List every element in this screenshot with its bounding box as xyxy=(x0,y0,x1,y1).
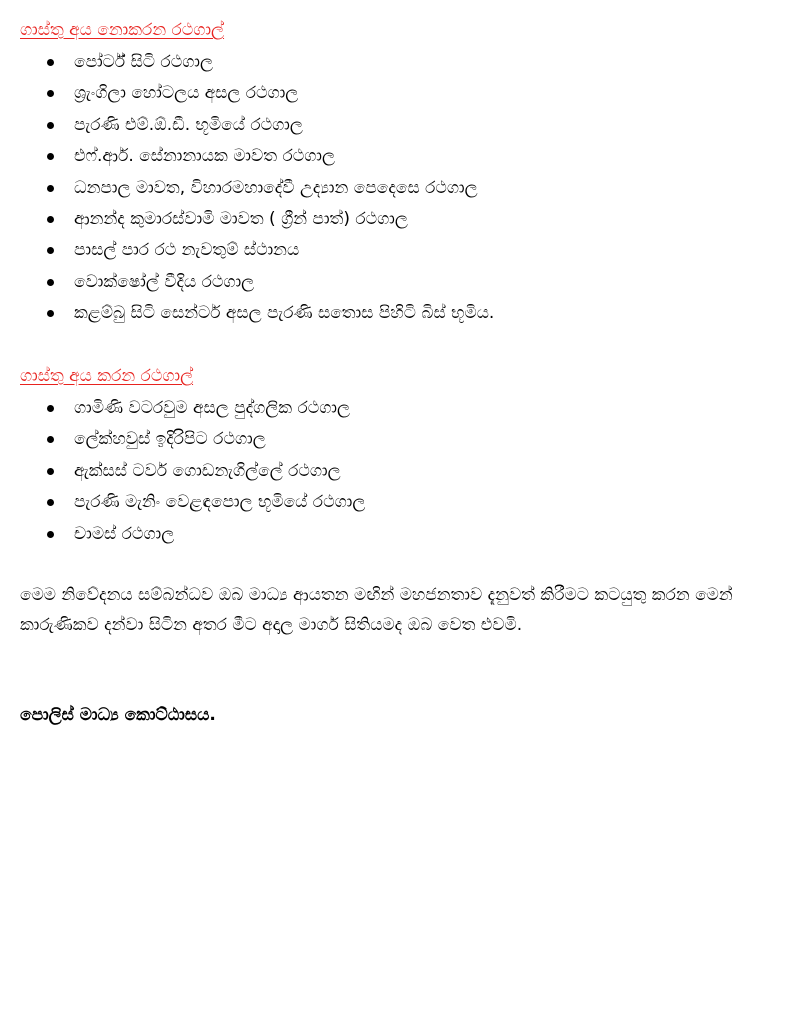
bullet-icon xyxy=(47,279,54,286)
list-item xyxy=(0,424,365,455)
list-item-text: පාසල් පාර රථ නැවතුම් ස්ථානය xyxy=(74,240,300,261)
list-item-text: ධනපාල මාවත, විහාරමහාදේවී උද්‍යාන පෙදෙසෙ රථගාල xyxy=(74,177,478,198)
list-item-text: පෝර්ට් සිටි රථගාල xyxy=(74,52,213,72)
list-item-text: එෆ්.ආර්. සේනානායක මාවත රථගාල xyxy=(74,146,335,167)
bullet-icon xyxy=(47,153,54,160)
heading-no-fee-car-parks: ගාස්තු අය නොකරන රථගාල් xyxy=(20,20,225,40)
bullet-icon xyxy=(47,310,54,317)
list-item-text: පැරණි එම්.ඕ.ඩී. භූමියේ රථගාල xyxy=(74,114,303,135)
bullet-icon xyxy=(47,59,54,66)
bullet-icon xyxy=(47,531,54,538)
list-item xyxy=(0,78,494,109)
list-item xyxy=(0,47,494,78)
list-item xyxy=(0,393,365,424)
list-item-text: කළම්බු සිටි සෙන්ටර් අසල පැරණි සතොස පිහිටි බිස් භූමිය. xyxy=(74,303,495,324)
list-item-text: වොක්ෂෝල් වීදිය රථගාල xyxy=(74,271,255,292)
list-item xyxy=(0,110,494,141)
bullet-icon xyxy=(47,436,54,443)
bullet-icon xyxy=(47,247,54,254)
list-item xyxy=(0,235,494,266)
bullet-icon xyxy=(47,90,54,97)
no-fee-car-park-list xyxy=(0,47,494,330)
notice-paragraph: මෙම නිවේදනය සම්බන්ධව ඔබ මාධ්‍ය ආයතන මඟින් මහජනතාව දැනුවත් කිරීමට කටයුතු කරන මෙන් කාරුණිකව දන්වා සිටින අතර මීට අදාල මාර්ග සිතියමද ඔබ වෙත එවමි. xyxy=(20,585,733,635)
list-item xyxy=(0,204,494,235)
bullet-icon xyxy=(47,468,54,475)
list-item-text: ගාමිණි වටරවුම අසල පුද්ගලික රථගාල xyxy=(74,398,350,418)
bullet-icon xyxy=(47,216,54,223)
list-item xyxy=(0,456,365,487)
signature: පොලිස් මාධ්‍ය කොට්ඨාසය. xyxy=(20,705,216,725)
bullet-icon xyxy=(47,122,54,129)
list-item-text: චාමස් රථගාල xyxy=(74,523,175,544)
bullet-icon xyxy=(47,185,54,192)
list-item xyxy=(0,487,365,518)
bullet-icon xyxy=(47,405,54,412)
list-item xyxy=(0,267,494,298)
list-item xyxy=(0,519,365,550)
bullet-icon xyxy=(47,499,54,506)
list-item xyxy=(0,298,494,329)
list-item xyxy=(0,141,494,172)
list-item-text: ශ්‍රැංගිලා හෝටලය අසල රථගාල xyxy=(74,83,299,104)
list-item-text: ඇක්සස් ටවර් ගොඩනැගිල්ලේ රථගාල xyxy=(74,460,341,481)
list-item-text: පැරණි මැනිං වෙළඳපොල භූමියේ රථගාල xyxy=(74,492,366,513)
list-item xyxy=(0,173,494,204)
list-item-text: ආනන්ද කුමාරස්වාමි මාවත ( ග්‍රීන් පාත්) රථගාල xyxy=(74,208,408,229)
heading-fee-car-parks: ගාස්තු අය කරන රථගාල් xyxy=(20,366,194,386)
fee-car-park-list xyxy=(0,393,365,550)
list-item-text: ලේක්හවුස් ඉදිරිපිට රථගාල xyxy=(74,429,266,450)
